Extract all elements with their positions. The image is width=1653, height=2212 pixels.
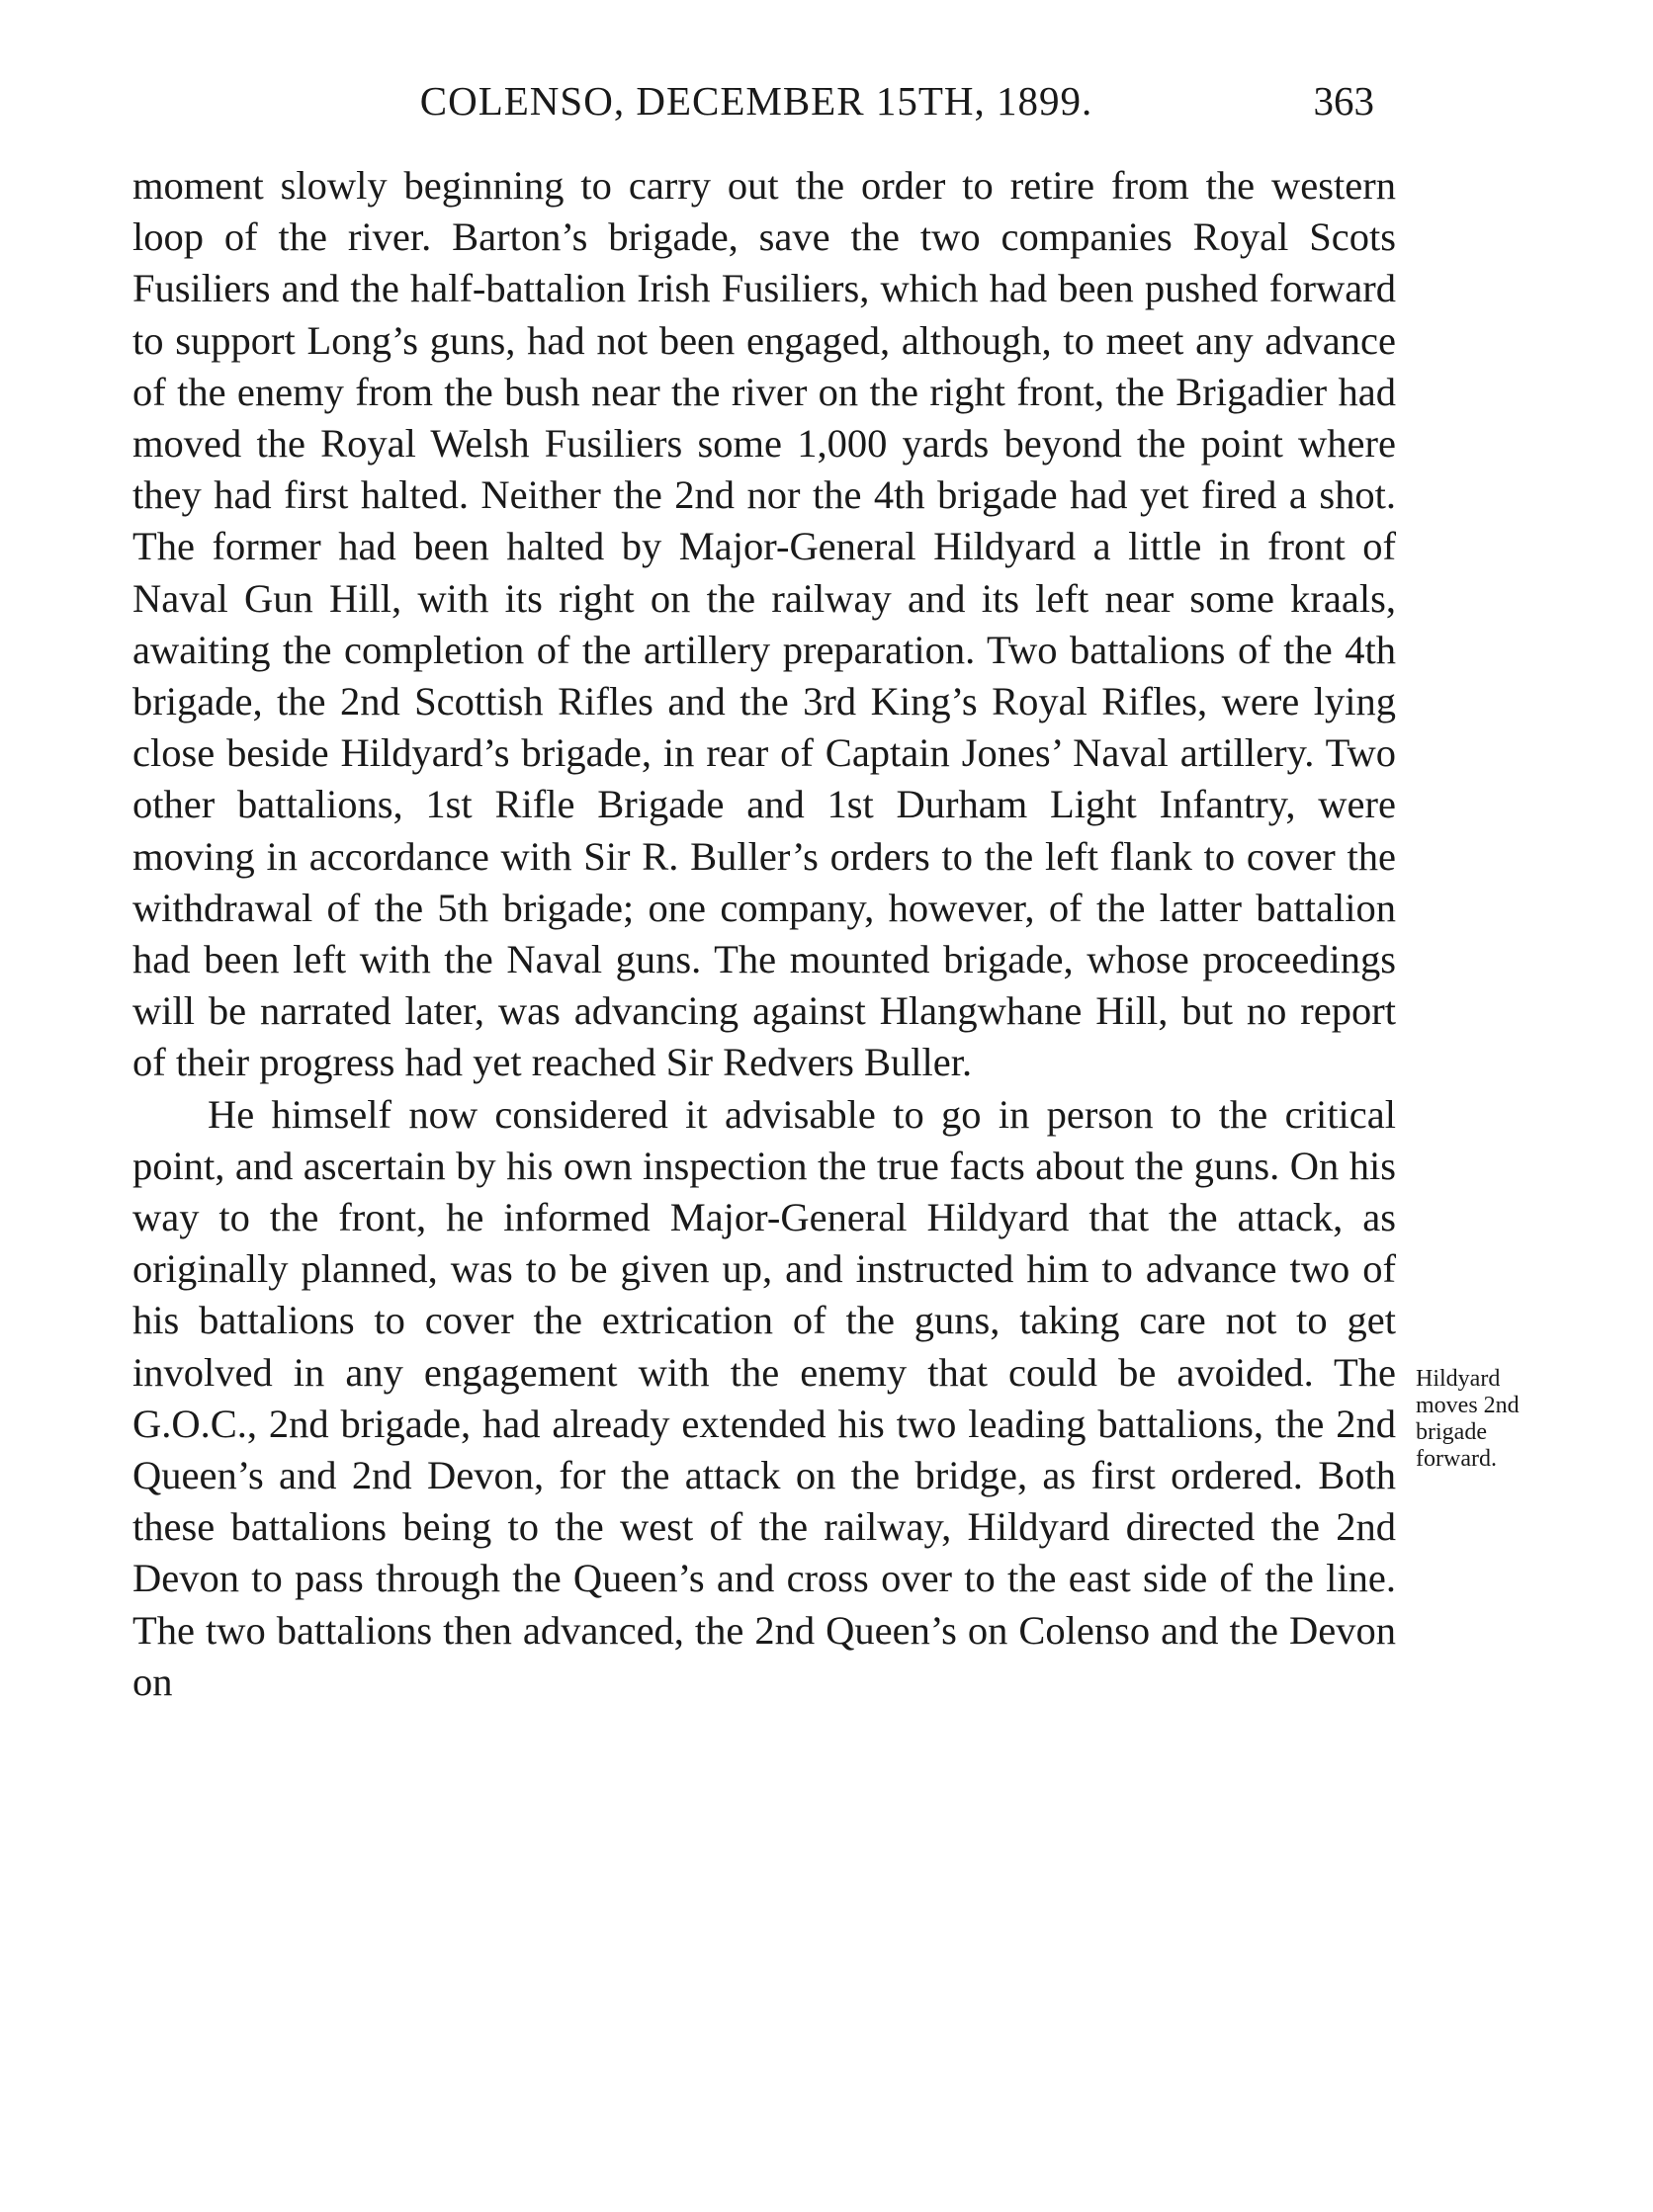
paragraph-1: moment slowly beginning to carry out the order to retire from the western loop of the river. Barton’s brigade, save the two companies Royal Scots Fusiliers and the half-battalion Irish Fusiliers, which had been pushed forward to support Long’s guns, had not been engaged, although, to meet any advance of the enemy from the bush near the river on the right front, the Brigadier had moved the Royal Welsh Fusiliers some 1,000 yards beyond the point where they had first halted. Neither the 2nd nor the 4th brigade had yet fired a shot. The former had been halted by Major-General Hildyard a little in front of Naval Gun Hill, with its right on the railway and its left near some kraals, awaiting the completion of the artillery preparation. Two battalions of the 4th brigade, the 2nd Scottish Rifles and the 3rd King’s Royal Rifles, were lying close beside Hildyard’s brigade, in rear of Captain Jones’ Naval artillery. Two other battalions, 1st Rifle Brigade and 1st Durham Light Infantry, were moving in accordance with Sir R. Buller’s orders to the left flank to cover the withdrawal of the 5th brigade; one company, however, of the latter battalion had been left with the Naval guns. The mounted brigade, whose proceedings will be narrated later, was advancing against Hlangwhane Hill, but no report of their progress had yet reached Sir Redvers Buller. [132, 163, 1396, 1085]
page-number: 363 [1313, 78, 1374, 124]
running-title: COLENSO, DECEMBER 15TH, 1899. [419, 78, 1093, 124]
marginal-note: Hildyard moves 2nd brigade forward. [1416, 1366, 1520, 1472]
running-head [129, 77, 1384, 136]
body-text [132, 160, 1396, 1708]
paragraph-2: He himself now considered it advisable to go in person to the critical point, and ascertain by his own inspection the true facts about the guns. On his way to the front, he informed Major-General Hildyard that the attack, as originally planned, was to be given up, and instructed him to advance two of his battalions to cover the extrication of the guns, taking care not to get involved in any engagement with the enemy that could be avoided. The G.O.C., 2nd brigade, had already extended his two leading battalions, the 2nd Queen’s and 2nd Devon, for the attack on the bridge, as first ordered. Both these battalions being to the west of the railway, Hildyard directed the 2nd Devon to pass through the Queen’s and cross over to the east side of the line. The two battalions then advanced, the 2nd Queen’s on Colenso and the Devon on [132, 1091, 1396, 1704]
